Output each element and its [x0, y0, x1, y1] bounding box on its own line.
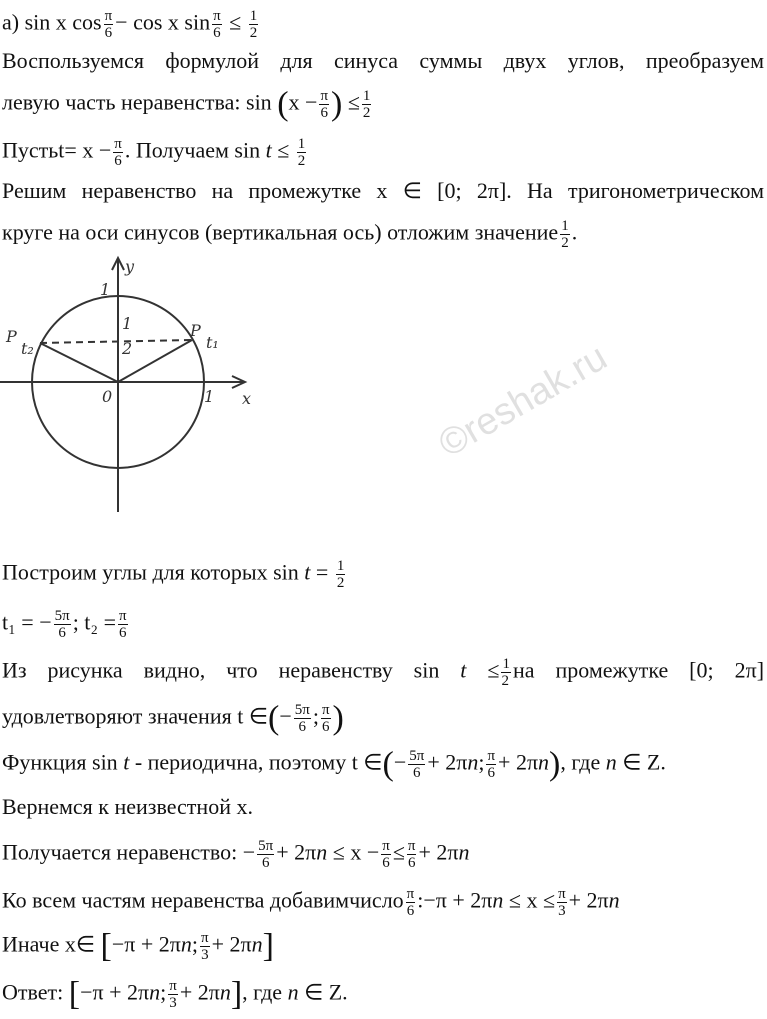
text: ≤ x ≤ [508, 887, 556, 913]
fraction [168, 978, 178, 1011]
text: ≤ [392, 839, 405, 865]
num: 1 [249, 8, 258, 24]
num: π [321, 702, 330, 718]
text: ∈ Z. [304, 979, 348, 1005]
paren: ) [332, 699, 344, 737]
fraction [200, 930, 210, 963]
paragraph [2, 699, 344, 737]
text: ∈ Z. [622, 749, 666, 775]
den: 6 [298, 719, 307, 735]
paragraph [2, 886, 620, 919]
var: t [123, 749, 130, 775]
fraction [118, 608, 128, 641]
pt2-sub: t₂ [21, 339, 34, 358]
pt2-label: P [6, 327, 17, 346]
den: 2 [336, 575, 345, 591]
bracket: [ [100, 927, 112, 965]
fraction [257, 838, 274, 871]
num: 5π [294, 702, 310, 718]
text: а) sin x cos [2, 9, 102, 35]
paragraph [2, 927, 274, 965]
fraction [249, 8, 259, 41]
num: π [558, 886, 566, 902]
text: Построим углы для которых sin [2, 559, 299, 585]
paren: ( [382, 745, 394, 783]
fraction [486, 748, 496, 781]
var: t [304, 559, 311, 585]
fraction [113, 136, 123, 169]
var: n [608, 887, 620, 913]
den: 6 [320, 105, 328, 121]
pt1-label: P [190, 321, 201, 340]
num: 5π [409, 748, 425, 764]
text: + 2π [276, 839, 317, 865]
num: 5π [258, 838, 274, 854]
fraction [560, 218, 570, 251]
fraction [557, 886, 567, 919]
y-label: y [125, 257, 135, 276]
text: Пустьt= x − [2, 137, 112, 163]
text: на промежутке [0; 2π] [512, 657, 765, 683]
den: 2 [501, 673, 509, 689]
fraction [406, 886, 416, 919]
bracket: ] [262, 927, 274, 965]
text: - периодична, поэтому t ∈ [134, 749, 383, 775]
num: 1 [336, 558, 345, 574]
var: n [149, 979, 161, 1005]
num: π [201, 930, 209, 946]
text: , где [560, 749, 601, 775]
num: π [104, 8, 113, 24]
text: ; t₂ = [72, 609, 116, 635]
var: n [287, 979, 299, 1005]
den: 6 [406, 903, 415, 919]
text: − [393, 749, 407, 775]
fraction [294, 702, 311, 735]
den: 6 [261, 855, 270, 871]
den: 2 [297, 153, 306, 169]
var: t [460, 657, 467, 683]
fraction [408, 748, 425, 781]
text: t₁ = − [2, 609, 52, 635]
text: + 2π [568, 887, 609, 913]
var: n [180, 931, 192, 957]
bracket: [ [68, 975, 81, 1013]
text: − [279, 703, 292, 729]
text: удовлетворяют значения t ∈ [2, 703, 268, 729]
paren: ) [549, 745, 561, 783]
fraction [501, 656, 511, 689]
text: ≤ [487, 657, 500, 683]
den: 3 [201, 947, 209, 963]
text: −π + 2π [80, 979, 150, 1005]
den: 6 [104, 25, 113, 41]
fraction [297, 136, 307, 169]
fraction [54, 608, 71, 641]
origin-label: 0 [102, 387, 113, 406]
task-statement [2, 8, 260, 41]
text: . [571, 219, 578, 245]
paragraph: Решим неравенство на промежутке x ∈ [0; 2π]. На тригонометрическом [2, 178, 764, 203]
fraction [104, 8, 114, 41]
num: π [169, 978, 177, 994]
var: n [251, 931, 263, 957]
text: Иначе x∈ [2, 931, 96, 957]
one-x-label: 1 [204, 387, 215, 406]
text: ≤ x − [332, 839, 380, 865]
paragraph [2, 85, 373, 123]
text: левую часть неравенства: sin [2, 89, 272, 115]
num: π [487, 748, 496, 764]
var: n [492, 887, 504, 913]
den: 6 [114, 153, 122, 169]
paragraph: Воспользуемся формулой для синуса суммы двух углов, преобразуем [2, 48, 764, 73]
text: ; [478, 749, 485, 775]
fraction [381, 838, 391, 871]
var: n [219, 979, 231, 1005]
text: ; [191, 931, 199, 957]
text: + 2π [211, 931, 252, 957]
fraction [321, 702, 331, 735]
var: t [265, 137, 272, 163]
fraction [336, 558, 346, 591]
den: 3 [558, 903, 566, 919]
radius-pt2 [40, 343, 118, 382]
half-level-line [40, 340, 192, 343]
text: Функция sin [2, 749, 118, 775]
text: Ответ: [2, 979, 64, 1005]
num: 1 [502, 656, 510, 672]
text: + 2π [418, 839, 459, 865]
text: ; [160, 979, 167, 1005]
den: 6 [382, 855, 390, 871]
den: 2 [249, 25, 258, 41]
var: n [458, 839, 470, 865]
paragraph [2, 218, 577, 251]
num: 1 [362, 88, 371, 104]
paren: ( [268, 699, 280, 737]
fraction [362, 88, 372, 121]
paragraph [2, 608, 130, 641]
text: = [315, 559, 329, 585]
text: :−π + 2π [417, 887, 493, 913]
num: π [119, 608, 127, 624]
num: π [114, 136, 122, 152]
num: 1 [561, 218, 569, 234]
den: 6 [119, 625, 127, 641]
paren: ( [277, 85, 289, 123]
text: Получается неравенство: − [2, 839, 256, 865]
paren: ) [331, 85, 343, 123]
paragraph [2, 136, 308, 169]
text: + 2π [498, 749, 539, 775]
text: круге на оси синусов (вертикальная ось) отложим значение [2, 219, 559, 245]
paragraph [2, 838, 470, 871]
den: 6 [487, 765, 495, 781]
text: ≤ [277, 137, 290, 163]
var: n [467, 749, 479, 775]
x-label: x [242, 389, 252, 408]
paragraph [2, 558, 347, 591]
text: + 2π [179, 979, 220, 1005]
var: n [605, 749, 617, 775]
num: 1 [297, 136, 306, 152]
text: ≤ [229, 9, 242, 35]
text: ; [312, 703, 319, 729]
den: 6 [213, 25, 221, 41]
fraction [407, 838, 417, 871]
one-y-label: 1 [100, 280, 111, 299]
half-label-den: 2 [122, 339, 133, 358]
text: −π + 2π [111, 931, 181, 957]
den: 3 [169, 995, 177, 1011]
text: . Получаем sin [124, 137, 261, 163]
fraction [212, 8, 222, 41]
pt1-sub: t₁ [206, 333, 219, 352]
var: n [316, 839, 328, 865]
answer [2, 975, 348, 1013]
num: π [406, 886, 415, 902]
paragraph [2, 745, 666, 783]
paragraph: Вернемся к неизвестной x. [2, 794, 253, 819]
den: 6 [407, 855, 416, 871]
num: 5π [54, 608, 70, 624]
num: π [213, 8, 221, 24]
unit-circle-diagram [0, 250, 270, 515]
text: x − [288, 89, 318, 115]
bracket: ] [230, 975, 243, 1013]
watermark: ©reshak.ru [431, 336, 615, 466]
text: Из рисунка видно, что неравенству sin [2, 657, 440, 683]
paragraph [2, 656, 764, 689]
num: π [382, 838, 390, 854]
den: 6 [58, 625, 66, 641]
num: π [407, 838, 416, 854]
text: ≤ [347, 89, 360, 115]
text: − cos x sin [115, 9, 211, 35]
fraction [319, 88, 329, 121]
den: 6 [413, 765, 421, 781]
num: π [320, 88, 329, 104]
den: 6 [321, 719, 330, 735]
text: , где [242, 979, 283, 1005]
text: Ко всем частям неравенства добавимчисло [2, 887, 404, 913]
half-label-num: 1 [122, 314, 133, 333]
den: 2 [362, 105, 371, 121]
den: 2 [561, 235, 569, 251]
var: n [538, 749, 550, 775]
text: + 2π [427, 749, 468, 775]
